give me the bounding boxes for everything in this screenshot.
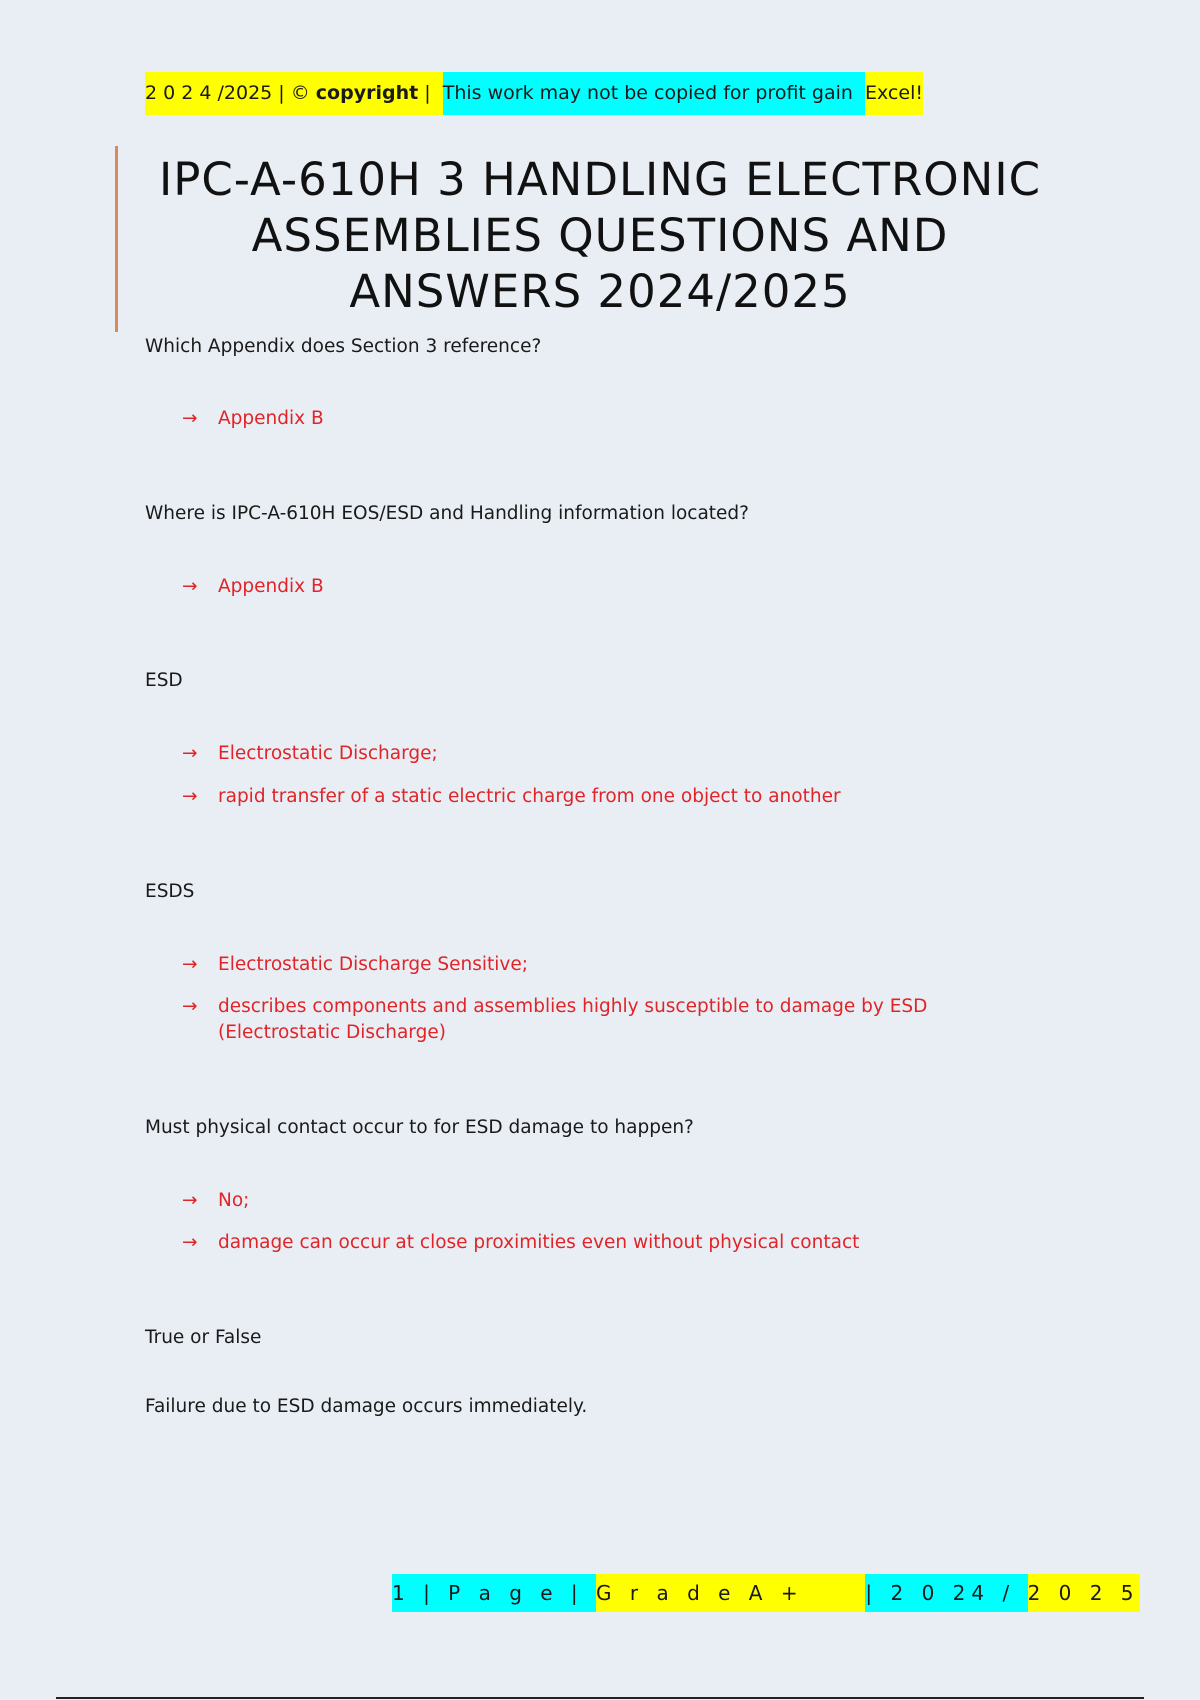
copyright-banner xyxy=(145,72,923,115)
arrow-icon: → xyxy=(182,1190,198,1211)
question: Must physical contact occur to for ESD damage to happen? xyxy=(145,1117,694,1138)
footer-year-end: 2 0 2 5 xyxy=(1028,1574,1140,1612)
arrow-icon: → xyxy=(182,1232,198,1253)
question: Where is IPC-A-610H EOS/ESD and Handling information located? xyxy=(145,503,749,524)
answer: → Electrostatic Discharge Sensitive; xyxy=(182,952,528,978)
banner-excel: Excel! xyxy=(865,72,923,115)
arrow-icon: → xyxy=(182,954,198,975)
page-divider xyxy=(56,1697,1144,1699)
answer: → damage can occur at close proximities even without physical contact xyxy=(182,1230,859,1256)
arrow-icon: → xyxy=(182,743,198,764)
page-title: IPC-A-610H 3 HANDLING ELECTRONIC ASSEMBLIES QUESTIONS AND ANSWERS 2024/2025 xyxy=(158,153,1042,318)
answer: → No; xyxy=(182,1188,249,1214)
footer-year-start: | 2 0 24 / xyxy=(865,1574,1027,1612)
question: True or False xyxy=(145,1327,262,1348)
arrow-icon: → xyxy=(182,786,198,807)
banner-year: 2 0 2 4 /2025 | © xyxy=(145,72,316,115)
banner-copyright: copyright xyxy=(316,72,418,115)
banner-separator: | xyxy=(418,72,443,115)
question: ESD xyxy=(145,670,183,691)
answer: → rapid transfer of a static electric charge from one object to another xyxy=(182,784,841,810)
title-accent-bar xyxy=(115,146,118,332)
answer: → Electrostatic Discharge; xyxy=(182,741,438,767)
answer: → Appendix B xyxy=(182,406,324,432)
question: Which Appendix does Section 3 reference? xyxy=(145,336,542,357)
question: ESDS xyxy=(145,881,195,902)
question: Failure due to ESD damage occurs immediately. xyxy=(145,1396,588,1417)
banner-notice: This work may not be copied for profit gain xyxy=(443,72,865,115)
footer-grade: G r a d e A + xyxy=(596,1574,865,1612)
answer: → Appendix B xyxy=(182,574,324,600)
answer: → describes components and assemblies highly susceptible to damage by ESD (Electrostatic Discharge) xyxy=(182,994,962,1046)
arrow-icon: → xyxy=(182,576,198,597)
page-footer xyxy=(392,1574,1140,1612)
arrow-icon: → xyxy=(182,996,198,1017)
footer-page: 1 | P a g e | xyxy=(392,1574,596,1612)
arrow-icon: → xyxy=(182,408,198,429)
